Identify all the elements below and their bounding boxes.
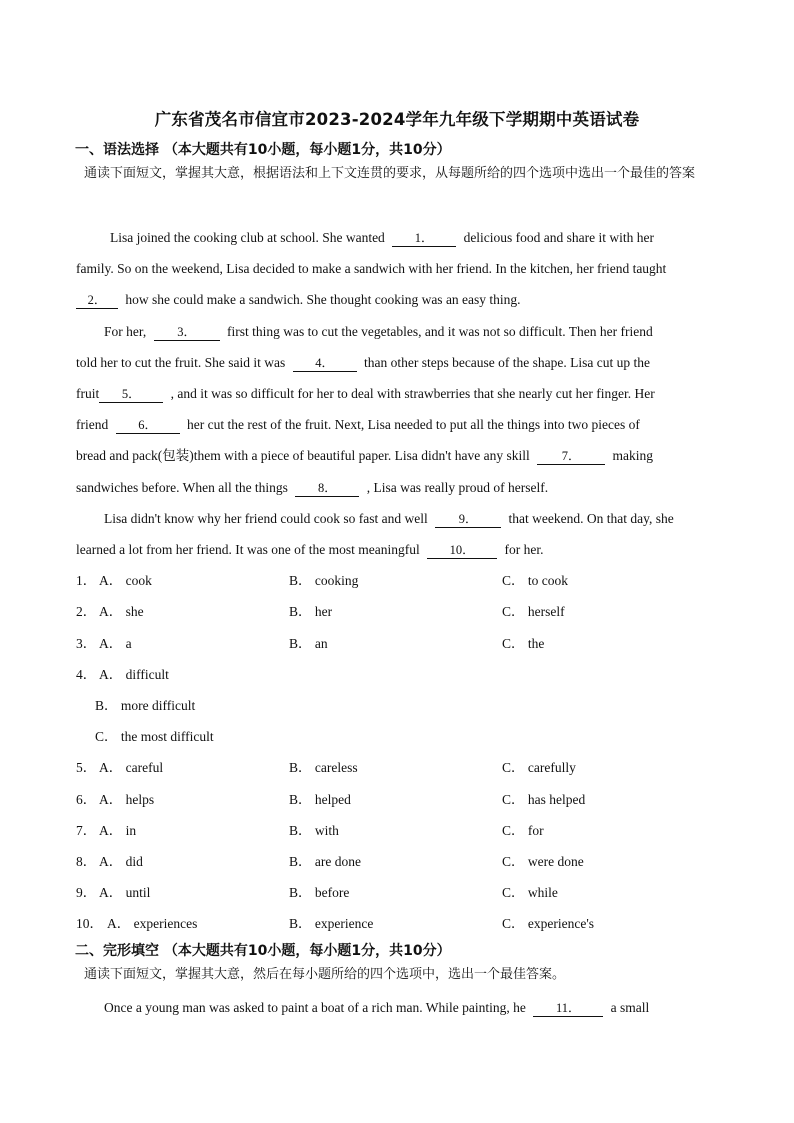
blank-9[interactable]: 9． [435,512,501,528]
option-a[interactable]: A． experiences [107,916,198,931]
passage1-line-2: family. So on the weekend, Lisa decided to make a sandwich with her friend. In the kitchen, her friend taught [76,261,667,276]
option-b[interactable]: B． more difficult [95,698,196,713]
passage1-line-9: sandwiches before. When all the things 8． , Lisa was really proud of herself. [76,480,549,495]
option-c[interactable]: C． while [502,885,558,900]
question-number: 8． [76,854,97,869]
blank-7[interactable]: 7． [537,449,605,465]
passage1-line-6: fruit 5． , and it was so difficult for her to deal with strawberries that she nearly cut her finger. Her [76,386,655,401]
option-b[interactable]: B． helped [289,792,351,807]
question-number: 2． [76,604,97,619]
option-a[interactable]: A． she [99,604,144,619]
question-number: 5． [76,760,97,775]
option-b[interactable]: B． cooking [289,573,359,588]
option-c[interactable]: C． for [502,823,544,838]
option-a[interactable]: A． careful [99,760,164,775]
section1-heading: 一、语法选择 （本大题共有10小题，每小题1分，共10分） [75,142,451,158]
section2-instruction: 通读下面短文，掌握其大意，然后在每小题所给的四个选项中，选出一个最佳答案。 [84,967,566,982]
passage1-line-11: learned a lot from her friend. It was one of the most meaningful 10． for her. [76,542,544,557]
blank-1[interactable]: 1． [392,231,456,247]
option-c[interactable]: C． the [502,636,545,651]
passage1-line-4: For her, 3． first thing was to cut the vegetables, and it was not so difficult. Then her friend [104,324,653,339]
question-number: 9． [76,885,97,900]
blank-11[interactable]: 11． [533,1001,603,1017]
question-number: 1． [76,573,97,588]
option-b[interactable]: B． an [289,636,328,651]
passage1-line-8: bread and pack(包装)them with a piece of beautiful paper. Lisa didn't have any skill 7． making [76,448,654,463]
option-a[interactable]: A． difficult [99,667,169,682]
exam-title: 广东省茂名市信宜市2023-2024学年九年级下学期期中英语试卷 [154,110,640,129]
blank-4[interactable]: 4． [293,356,357,372]
option-b[interactable]: B． experience [289,916,374,931]
option-c[interactable]: C． carefully [502,760,576,775]
option-c[interactable]: C． the most difficult [95,729,214,744]
option-c[interactable]: C． were done [502,854,584,869]
passage1-line-10: Lisa didn't know why her friend could cook so fast and well 9． that weekend. On that day, she [104,511,674,526]
blank-8[interactable]: 8． [295,481,359,497]
passage1-line-3: 2． how she could make a sandwich. She thought cooking was an easy thing. [76,290,521,310]
option-a[interactable]: A． in [99,823,137,838]
question-number: 4． [76,667,97,682]
option-b[interactable]: B． with [289,823,339,838]
option-a[interactable]: A． cook [99,573,152,588]
option-b[interactable]: B． are done [289,854,361,869]
option-c[interactable]: C． has helped [502,792,586,807]
passage1-line-5: told her to cut the fruit. She said it was 4． than other steps because of the shape. Lisa cut up the [76,355,650,370]
question-number: 10． [76,916,103,931]
question-number: 3． [76,636,97,651]
passage1-line-1: Lisa joined the cooking club at school. She wanted 1． delicious food and share it with her [110,230,655,245]
option-c[interactable]: C． herself [502,604,565,619]
passage1-line-7: friend 6． her cut the rest of the fruit. Next, Lisa needed to put all the things into two pieces of [76,417,640,432]
blank-6[interactable]: 6． [116,418,180,434]
option-c[interactable]: C． experience's [502,916,595,931]
section1-instruction: 通读下面短文，掌握其大意，根据语法和上下文连贯的要求，从每题所给的四个选项中选出一个最佳的答案 [84,166,696,181]
option-b[interactable]: B． before [289,885,350,900]
blank-10[interactable]: 10． [427,543,497,559]
option-a[interactable]: A． a [99,636,132,651]
option-a[interactable]: A． did [99,854,143,869]
question-number: 6． [76,792,97,807]
section2-heading: 二、完形填空 （本大题共有10小题，每小题1分，共10分） [75,943,451,959]
option-a[interactable]: A． helps [99,792,155,807]
option-b[interactable]: B． careless [289,760,358,775]
blank-3[interactable]: 3． [154,325,220,341]
option-a[interactable]: A． until [99,885,151,900]
option-b[interactable]: B． her [289,604,333,619]
blank-5[interactable]: 5． [99,387,163,403]
question-number: 7． [76,823,97,838]
option-c[interactable]: C． to cook [502,573,568,588]
blank-2[interactable]: 2． [76,293,118,309]
passage2-line-1: Once a young man was asked to paint a boat of a rich man. While painting, he 11． a small [104,1000,650,1015]
